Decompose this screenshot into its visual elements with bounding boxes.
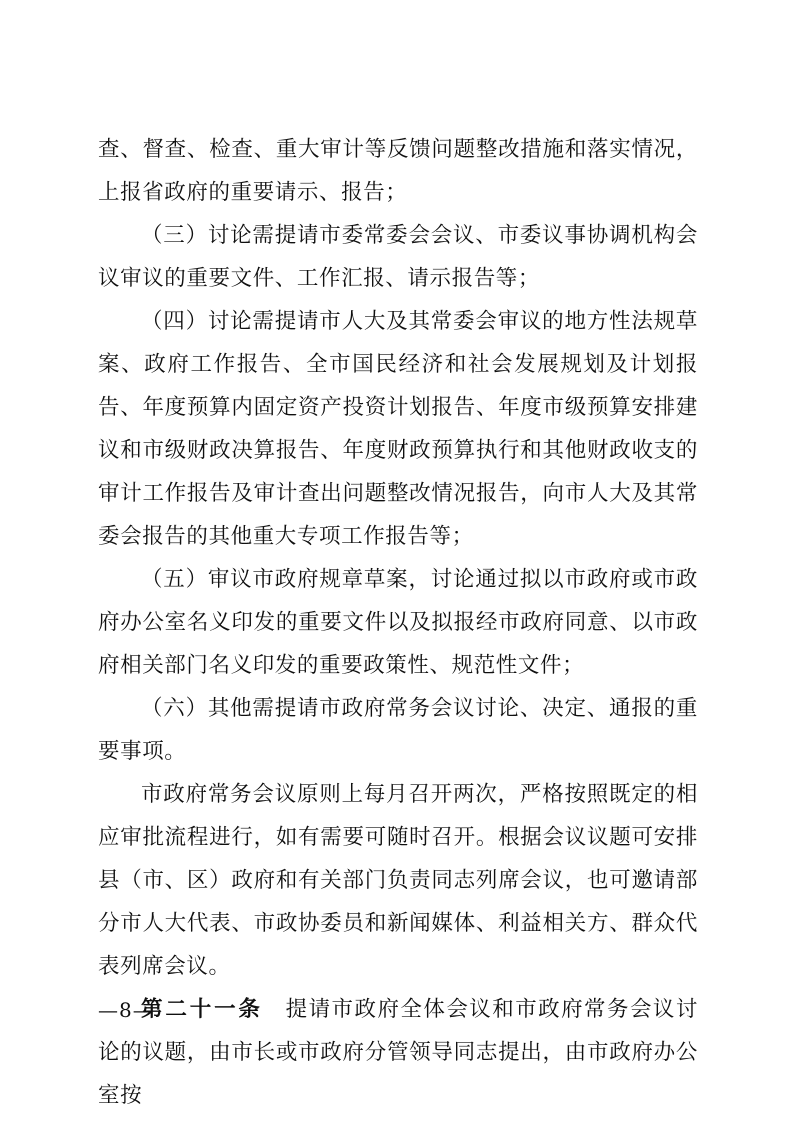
paragraph-item-six: （六）其他需提请市政府常务会议讨论、决定、通报的重要事项。 [98, 696, 698, 764]
paragraph-item-five: （五）审议市政府规章草案，讨论通过拟以市政府或市政府办公室名义印发的重要文件以及拟报经市政府同意、以市政府相关部门名义印发的重要政策性、规范性文件； [98, 567, 698, 678]
document-body [98, 128, 698, 1117]
article-label: 第二十一条 [141, 997, 263, 1022]
page-number: —8— [98, 998, 154, 1022]
paragraph-meeting-frequency: 市政府常务会议原则上每月召开两次，严格按照既定的相应审批流程进行，如有需要可随时召开。根据会议议题可安排县（市、区）政府和有关部门负责同志列席会议，也可邀请部分市人大代表、市政协委员和新闻媒体、利益相关方、群众代表列席会议。 [98, 782, 698, 979]
paragraph-continued: 查、督查、检查、重大审计等反馈问题整改措施和落实情况，上报省政府的重要请示、报告； [98, 137, 698, 205]
article-text: 提请市政府全体会议和市政府常务会议讨论的议题，由市长或市政府分管领导同志提出，由市政府办公室按 [98, 997, 698, 1108]
paragraph-item-three: （三）讨论需提请市委常委会会议、市委议事协调机构会议审议的重要文件、工作汇报、请示报告等； [98, 223, 698, 291]
paragraph-item-four: （四）讨论需提请市人大及其常委会审议的地方性法规草案、政府工作报告、全市国民经济和社会发展规划及计划报告、年度预算内固定资产投资计划报告、年度市级预算安排建议和市级财政决算报告、年度财政预算执行和其他财政收支的审计工作报告及审计查出问题整改情况报告，向市人大及其常委会报告的其他重大专项工作报告等； [98, 309, 698, 549]
